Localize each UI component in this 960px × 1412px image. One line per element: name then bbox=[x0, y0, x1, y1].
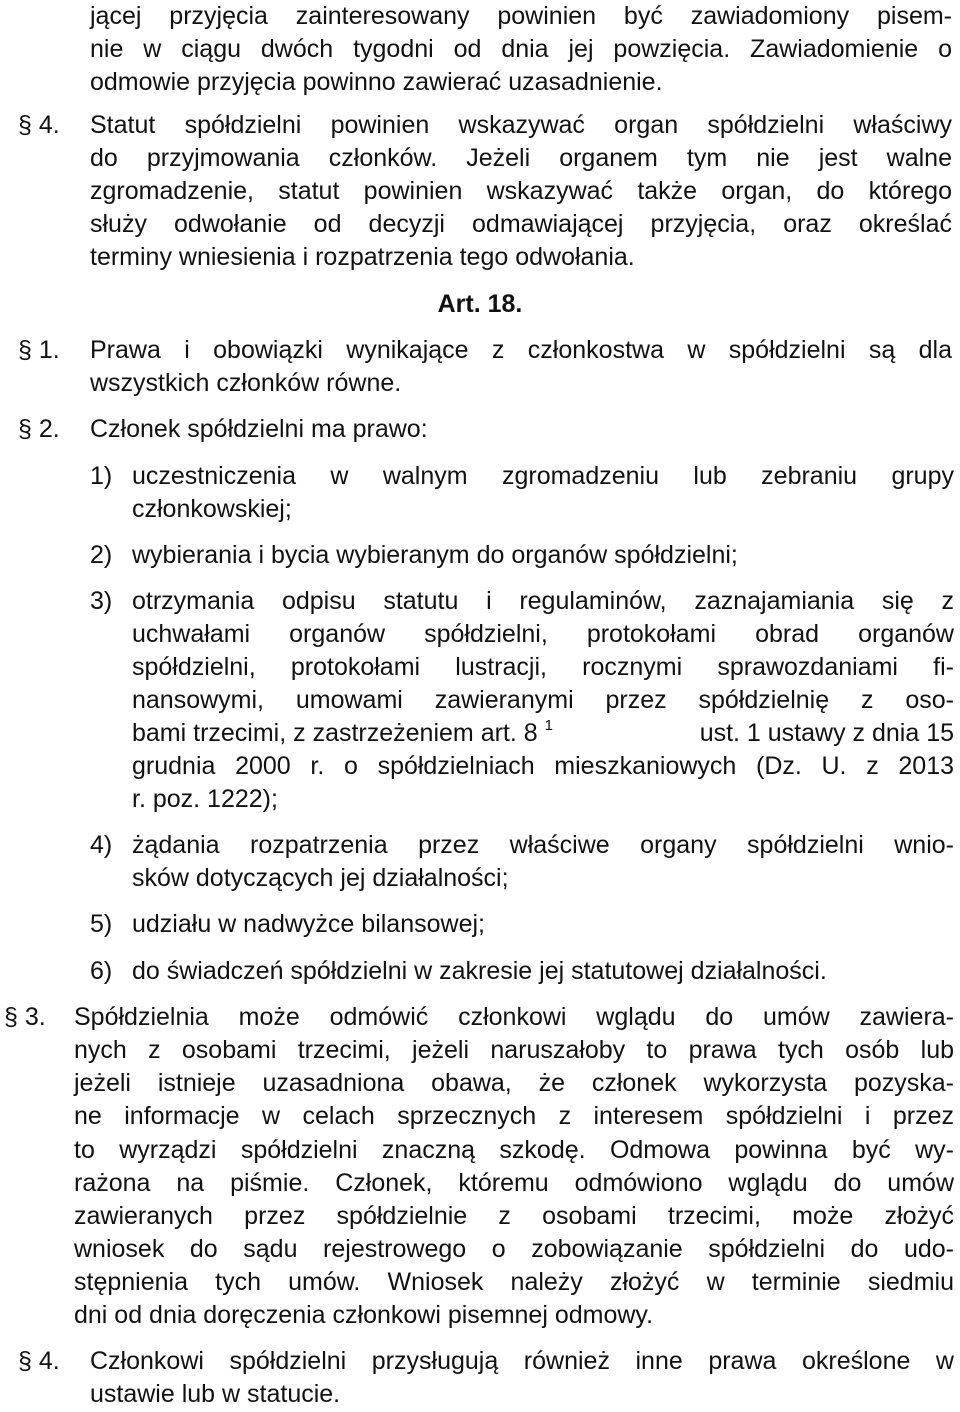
text-line: ne informacje w celach sprzecznych z interesem spółdzielni i przez bbox=[74, 1102, 954, 1130]
list-item-number: 3) bbox=[90, 587, 113, 615]
text-line: Prawa i obowiązki wynikające z członkostwa w spółdzielni są dla bbox=[90, 336, 952, 364]
text-line: Członkowi spółdzielni przysługują również inne prawa określone w bbox=[90, 1347, 954, 1375]
list-item: nansowymi, umowami zawieranymi przez spółdzielnię z oso- bbox=[132, 686, 954, 714]
text-line: wszystkich członków równe. bbox=[90, 369, 402, 397]
text-line: wniosek do sądu rejestrowego o zobowiązanie spółdzielni do udo- bbox=[74, 1235, 954, 1263]
list-item: spółdzielni, protokołami lustracji, rocznymi sprawozdaniami fi- bbox=[132, 653, 954, 681]
list-item-number: 5) bbox=[90, 910, 113, 938]
section-marker: § 3. bbox=[4, 1003, 46, 1031]
section-marker: § 4. bbox=[18, 111, 60, 139]
text-line: to wyrządzi spółdzielni znaczną szkodę. Odmowa powinna być wy- bbox=[74, 1136, 954, 1164]
list-item: udziału w nadwyżce bilansowej; bbox=[132, 910, 485, 938]
text-line: ustawie lub w statucie. bbox=[90, 1380, 341, 1408]
list-item: sków dotyczących jej działalności; bbox=[132, 864, 509, 892]
text-line: dni od dnia doręczenia członkowi pisemnej odmowy. bbox=[74, 1301, 654, 1329]
list-item: grudnia 2000 r. o spółdzielniach mieszkaniowych (Dz. U. z 2013 bbox=[132, 752, 954, 780]
list-item: uchwałami organów spółdzielni, protokołami obrad organów bbox=[132, 620, 954, 648]
list-item: do świadczeń spółdzielni w zakresie jej statutowej działalności. bbox=[132, 957, 827, 985]
text-line: nie w ciągu dwóch tygodni od dnia jej powzięcia. Zawiadomienie o bbox=[90, 35, 952, 63]
list-item: r. poz. 1222); bbox=[132, 785, 278, 813]
section-lead: Członek spółdzielni ma prawo: bbox=[90, 415, 428, 443]
list-item-number: 6) bbox=[90, 957, 113, 985]
text-line: do przyjmowania członków. Jeżeli organem tym nie jest walne bbox=[90, 144, 952, 172]
text-line: jącej przyjęcia zainteresowany powinien być zawiadomiony pisem- bbox=[90, 2, 952, 30]
section-marker: § 2. bbox=[18, 415, 60, 443]
list-item-text: ust. 1 ustawy z dnia 15 bbox=[699, 719, 954, 747]
superscript: 1 bbox=[544, 716, 553, 734]
text-line: odmowie przyjęcia powinno zawierać uzasadnienie. bbox=[90, 68, 663, 96]
list-item: otrzymania odpisu statutu i regulaminów, zaznajamiania się z bbox=[132, 587, 954, 615]
list-item-number: 4) bbox=[90, 831, 113, 859]
list-item: członkowskiej; bbox=[132, 495, 292, 523]
text-line: Statut spółdzielni powinien wskazywać organ spółdzielni właściwy bbox=[90, 111, 952, 139]
list-item: uczestniczenia w walnym zgromadzeniu lub zebraniu grupy bbox=[132, 462, 954, 490]
list-item: żądania rozpatrzenia przez właściwe organy spółdzielni wnio- bbox=[132, 831, 954, 859]
list-item-text: bami trzecimi, z zastrzeżeniem art. 8 bbox=[132, 719, 538, 747]
text-line: służy odwołanie od decyzji odmawiającej przyjęcia, oraz określać bbox=[90, 210, 952, 238]
text-line: nych z osobami trzecimi, jeżeli naruszałoby to prawa tych osób lub bbox=[74, 1036, 954, 1064]
list-item-number: 2) bbox=[90, 541, 113, 569]
text-line: Spółdzielnia może odmówić członkowi wglądu do umów zawiera- bbox=[74, 1003, 954, 1031]
section-marker: § 1. bbox=[18, 336, 60, 364]
text-line: terminy wniesienia i rozpatrzenia tego odwołania. bbox=[90, 243, 635, 271]
section-marker: § 4. bbox=[18, 1347, 60, 1375]
list-item: wybierania i bycia wybieranym do organów spółdzielni; bbox=[132, 541, 738, 569]
list-item bbox=[132, 717, 954, 751]
text-line: rażona na piśmie. Członek, któremu odmówiono wglądu do umów bbox=[74, 1169, 954, 1197]
text-line: jeżeli istnieje uzasadniona obawa, że członek wykorzysta pozyska- bbox=[74, 1069, 954, 1097]
text-line: zgromadzenie, statut powinien wskazywać także organ, do którego bbox=[90, 177, 952, 205]
article-heading: Art. 18. bbox=[437, 290, 523, 318]
list-item-number: 1) bbox=[90, 462, 113, 490]
text-line: zawieranych przez spółdzielnie z osobami trzecimi, może złożyć bbox=[74, 1202, 954, 1230]
text-line: stępnienia tych umów. Wniosek należy złożyć w terminie siedmiu bbox=[74, 1268, 954, 1296]
